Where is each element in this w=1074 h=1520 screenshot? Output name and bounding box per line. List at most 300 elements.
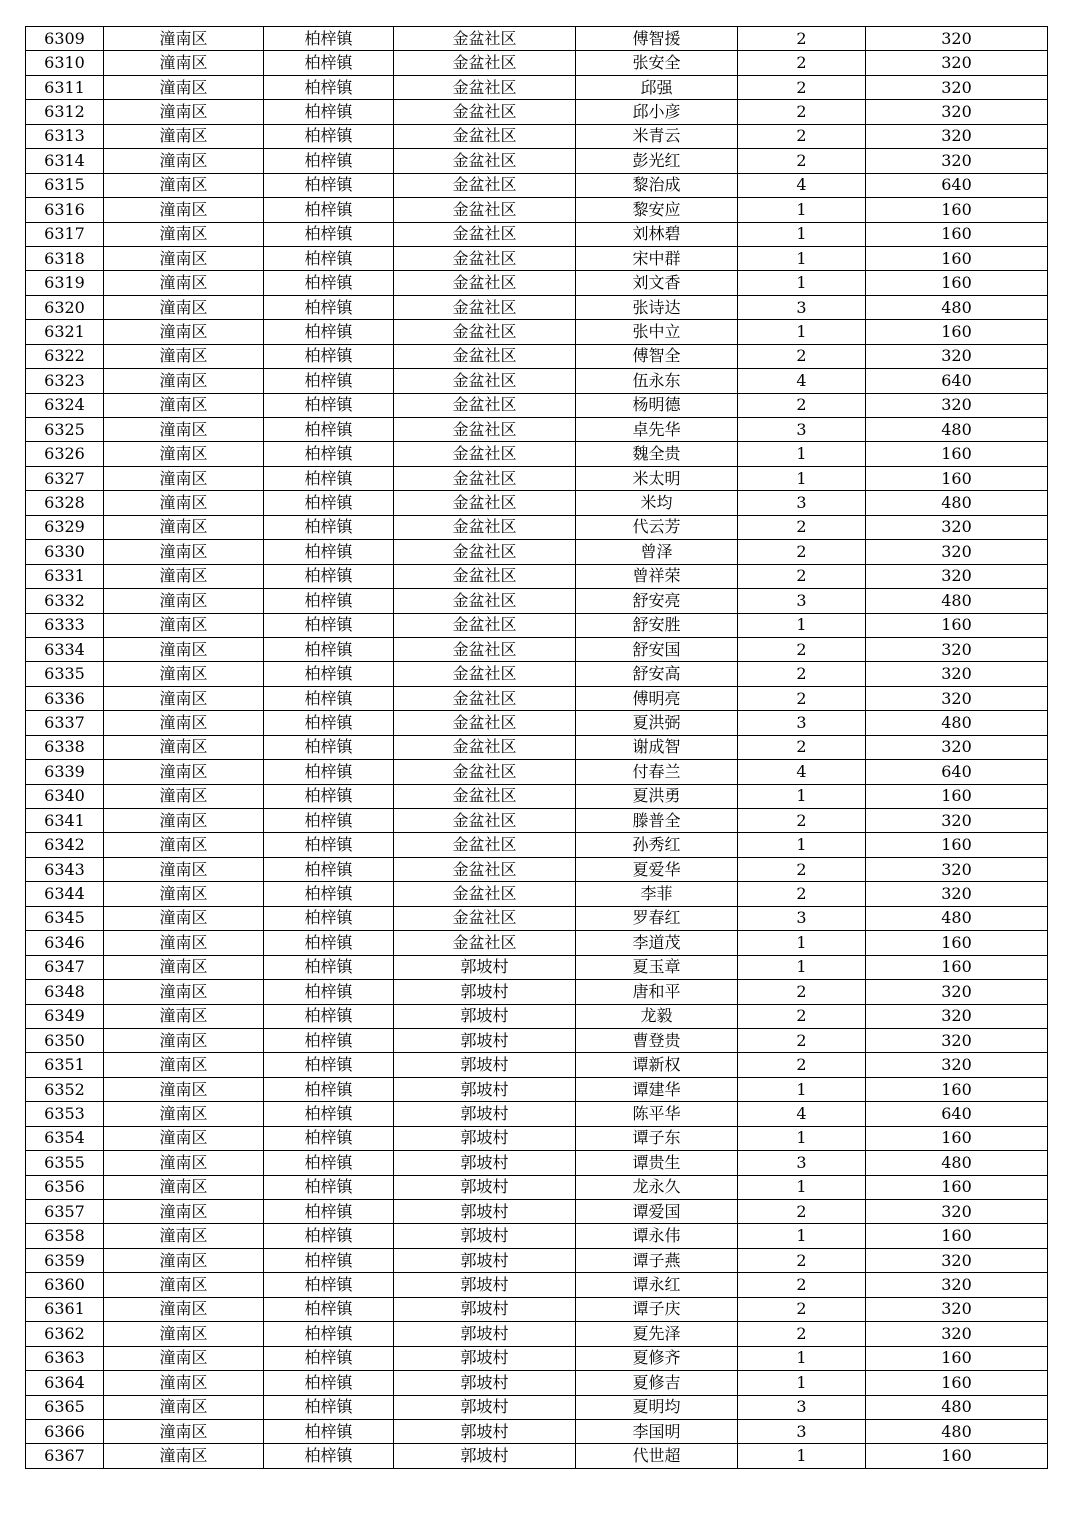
amount-cell: 160 xyxy=(866,1346,1048,1370)
amount-cell: 320 xyxy=(866,540,1048,564)
town-cell: 柏梓镇 xyxy=(264,515,394,539)
community-cell: 郭坡村 xyxy=(394,1444,576,1468)
amount-cell: 160 xyxy=(866,784,1048,808)
table-row xyxy=(26,246,1048,270)
community-cell: 金盆社区 xyxy=(394,149,576,173)
table-row xyxy=(26,760,1048,784)
name-cell: 代云芳 xyxy=(576,515,738,539)
table-row xyxy=(26,149,1048,173)
district-cell: 潼南区 xyxy=(104,857,264,881)
name-cell: 代世超 xyxy=(576,1444,738,1468)
name-cell: 夏爱华 xyxy=(576,857,738,881)
town-cell: 柏梓镇 xyxy=(264,833,394,857)
row-number-cell: 6367 xyxy=(26,1444,104,1468)
district-cell: 潼南区 xyxy=(104,662,264,686)
table-row xyxy=(26,784,1048,808)
people-count-cell: 2 xyxy=(738,637,866,661)
district-cell: 潼南区 xyxy=(104,637,264,661)
amount-cell: 320 xyxy=(866,686,1048,710)
town-cell: 柏梓镇 xyxy=(264,637,394,661)
amount-cell: 480 xyxy=(866,589,1048,613)
amount-cell: 320 xyxy=(866,637,1048,661)
people-count-cell: 3 xyxy=(738,1151,866,1175)
amount-cell: 320 xyxy=(866,564,1048,588)
district-cell: 潼南区 xyxy=(104,711,264,735)
name-cell: 黎安应 xyxy=(576,198,738,222)
people-count-cell: 4 xyxy=(738,173,866,197)
people-count-cell: 2 xyxy=(738,100,866,124)
table-row xyxy=(26,857,1048,881)
name-cell: 舒安高 xyxy=(576,662,738,686)
community-cell: 金盆社区 xyxy=(394,760,576,784)
amount-cell: 160 xyxy=(866,1175,1048,1199)
community-cell: 金盆社区 xyxy=(394,662,576,686)
town-cell: 柏梓镇 xyxy=(264,1322,394,1346)
people-count-cell: 2 xyxy=(738,882,866,906)
table-row xyxy=(26,27,1048,51)
name-cell: 谭子燕 xyxy=(576,1248,738,1272)
district-cell: 潼南区 xyxy=(104,369,264,393)
community-cell: 金盆社区 xyxy=(394,857,576,881)
people-count-cell: 1 xyxy=(738,955,866,979)
name-cell: 夏修齐 xyxy=(576,1346,738,1370)
row-number-cell: 6339 xyxy=(26,760,104,784)
amount-cell: 480 xyxy=(866,1419,1048,1443)
amount-cell: 320 xyxy=(866,882,1048,906)
town-cell: 柏梓镇 xyxy=(264,369,394,393)
amount-cell: 480 xyxy=(866,295,1048,319)
name-cell: 谭子东 xyxy=(576,1126,738,1150)
town-cell: 柏梓镇 xyxy=(264,1126,394,1150)
row-number-cell: 6317 xyxy=(26,222,104,246)
name-cell: 夏洪弼 xyxy=(576,711,738,735)
community-cell: 金盆社区 xyxy=(394,784,576,808)
row-number-cell: 6346 xyxy=(26,931,104,955)
table-row xyxy=(26,589,1048,613)
table-row xyxy=(26,198,1048,222)
town-cell: 柏梓镇 xyxy=(264,1175,394,1199)
table-row xyxy=(26,1322,1048,1346)
community-cell: 金盆社区 xyxy=(394,27,576,51)
amount-cell: 640 xyxy=(866,173,1048,197)
name-cell: 谭爱国 xyxy=(576,1200,738,1224)
people-count-cell: 1 xyxy=(738,246,866,270)
town-cell: 柏梓镇 xyxy=(264,1248,394,1272)
name-cell: 卓先华 xyxy=(576,418,738,442)
table-row xyxy=(26,1273,1048,1297)
row-number-cell: 6336 xyxy=(26,686,104,710)
table-row xyxy=(26,1297,1048,1321)
row-number-cell: 6309 xyxy=(26,27,104,51)
people-count-cell: 3 xyxy=(738,711,866,735)
district-cell: 潼南区 xyxy=(104,1200,264,1224)
town-cell: 柏梓镇 xyxy=(264,295,394,319)
name-cell: 谭建华 xyxy=(576,1077,738,1101)
community-cell: 金盆社区 xyxy=(394,686,576,710)
district-cell: 潼南区 xyxy=(104,271,264,295)
row-number-cell: 6361 xyxy=(26,1297,104,1321)
amount-cell: 160 xyxy=(866,833,1048,857)
name-cell: 邱小彦 xyxy=(576,100,738,124)
amount-cell: 160 xyxy=(866,246,1048,270)
district-cell: 潼南区 xyxy=(104,833,264,857)
name-cell: 龙毅 xyxy=(576,1004,738,1028)
town-cell: 柏梓镇 xyxy=(264,27,394,51)
community-cell: 金盆社区 xyxy=(394,491,576,515)
people-count-cell: 1 xyxy=(738,198,866,222)
row-number-cell: 6355 xyxy=(26,1151,104,1175)
row-number-cell: 6316 xyxy=(26,198,104,222)
row-number-cell: 6353 xyxy=(26,1102,104,1126)
town-cell: 柏梓镇 xyxy=(264,344,394,368)
people-count-cell: 1 xyxy=(738,1126,866,1150)
community-cell: 郭坡村 xyxy=(394,1371,576,1395)
name-cell: 谭新权 xyxy=(576,1053,738,1077)
name-cell: 舒安胜 xyxy=(576,613,738,637)
table-row xyxy=(26,442,1048,466)
amount-cell: 640 xyxy=(866,760,1048,784)
district-cell: 潼南区 xyxy=(104,1322,264,1346)
amount-cell: 160 xyxy=(866,442,1048,466)
table-row xyxy=(26,491,1048,515)
town-cell: 柏梓镇 xyxy=(264,540,394,564)
district-cell: 潼南区 xyxy=(104,613,264,637)
community-cell: 郭坡村 xyxy=(394,1224,576,1248)
amount-cell: 320 xyxy=(866,1200,1048,1224)
amount-cell: 320 xyxy=(866,344,1048,368)
people-count-cell: 3 xyxy=(738,418,866,442)
table-row xyxy=(26,222,1048,246)
district-cell: 潼南区 xyxy=(104,686,264,710)
people-count-cell: 2 xyxy=(738,540,866,564)
district-cell: 潼南区 xyxy=(104,1297,264,1321)
people-count-cell: 1 xyxy=(738,1346,866,1370)
row-number-cell: 6345 xyxy=(26,906,104,930)
town-cell: 柏梓镇 xyxy=(264,589,394,613)
row-number-cell: 6338 xyxy=(26,735,104,759)
town-cell: 柏梓镇 xyxy=(264,393,394,417)
community-cell: 金盆社区 xyxy=(394,466,576,490)
row-number-cell: 6359 xyxy=(26,1248,104,1272)
community-cell: 金盆社区 xyxy=(394,564,576,588)
people-count-cell: 1 xyxy=(738,222,866,246)
table-row xyxy=(26,540,1048,564)
district-cell: 潼南区 xyxy=(104,1224,264,1248)
district-cell: 潼南区 xyxy=(104,1346,264,1370)
town-cell: 柏梓镇 xyxy=(264,271,394,295)
community-cell: 金盆社区 xyxy=(394,833,576,857)
town-cell: 柏梓镇 xyxy=(264,1297,394,1321)
row-number-cell: 6364 xyxy=(26,1371,104,1395)
district-cell: 潼南区 xyxy=(104,1175,264,1199)
district-cell: 潼南区 xyxy=(104,1028,264,1052)
district-cell: 潼南区 xyxy=(104,906,264,930)
community-cell: 金盆社区 xyxy=(394,173,576,197)
district-cell: 潼南区 xyxy=(104,173,264,197)
name-cell: 傅智全 xyxy=(576,344,738,368)
district-cell: 潼南区 xyxy=(104,955,264,979)
district-cell: 潼南区 xyxy=(104,1273,264,1297)
district-cell: 潼南区 xyxy=(104,75,264,99)
amount-cell: 320 xyxy=(866,27,1048,51)
town-cell: 柏梓镇 xyxy=(264,1200,394,1224)
people-count-cell: 2 xyxy=(738,1297,866,1321)
people-count-cell: 2 xyxy=(738,1273,866,1297)
community-cell: 郭坡村 xyxy=(394,1322,576,1346)
people-count-cell: 2 xyxy=(738,75,866,99)
name-cell: 邱强 xyxy=(576,75,738,99)
row-number-cell: 6358 xyxy=(26,1224,104,1248)
amount-cell: 160 xyxy=(866,1224,1048,1248)
amount-cell: 640 xyxy=(866,1102,1048,1126)
people-count-cell: 3 xyxy=(738,906,866,930)
name-cell: 刘文香 xyxy=(576,271,738,295)
district-cell: 潼南区 xyxy=(104,222,264,246)
amount-cell: 640 xyxy=(866,369,1048,393)
table-row xyxy=(26,369,1048,393)
amount-cell: 160 xyxy=(866,1077,1048,1101)
people-count-cell: 2 xyxy=(738,344,866,368)
row-number-cell: 6342 xyxy=(26,833,104,857)
name-cell: 舒安国 xyxy=(576,637,738,661)
row-number-cell: 6362 xyxy=(26,1322,104,1346)
amount-cell: 480 xyxy=(866,491,1048,515)
row-number-cell: 6332 xyxy=(26,589,104,613)
community-cell: 金盆社区 xyxy=(394,222,576,246)
name-cell: 米太明 xyxy=(576,466,738,490)
name-cell: 夏修吉 xyxy=(576,1371,738,1395)
community-cell: 金盆社区 xyxy=(394,75,576,99)
table-row xyxy=(26,173,1048,197)
row-number-cell: 6347 xyxy=(26,955,104,979)
table-row xyxy=(26,1175,1048,1199)
amount-cell: 160 xyxy=(866,931,1048,955)
name-cell: 谭子庆 xyxy=(576,1297,738,1321)
row-number-cell: 6324 xyxy=(26,393,104,417)
town-cell: 柏梓镇 xyxy=(264,1077,394,1101)
table-row xyxy=(26,1102,1048,1126)
amount-cell: 480 xyxy=(866,1151,1048,1175)
community-cell: 金盆社区 xyxy=(394,295,576,319)
town-cell: 柏梓镇 xyxy=(264,466,394,490)
subsidy-table xyxy=(25,26,1048,1469)
people-count-cell: 1 xyxy=(738,1444,866,1468)
district-cell: 潼南区 xyxy=(104,589,264,613)
people-count-cell: 2 xyxy=(738,393,866,417)
district-cell: 潼南区 xyxy=(104,980,264,1004)
town-cell: 柏梓镇 xyxy=(264,1028,394,1052)
people-count-cell: 1 xyxy=(738,320,866,344)
amount-cell: 320 xyxy=(866,980,1048,1004)
community-cell: 郭坡村 xyxy=(394,1126,576,1150)
town-cell: 柏梓镇 xyxy=(264,1004,394,1028)
row-number-cell: 6330 xyxy=(26,540,104,564)
district-cell: 潼南区 xyxy=(104,320,264,344)
row-number-cell: 6310 xyxy=(26,51,104,75)
amount-cell: 320 xyxy=(866,393,1048,417)
table-row xyxy=(26,466,1048,490)
name-cell: 夏玉章 xyxy=(576,955,738,979)
town-cell: 柏梓镇 xyxy=(264,442,394,466)
name-cell: 张安全 xyxy=(576,51,738,75)
town-cell: 柏梓镇 xyxy=(264,809,394,833)
people-count-cell: 1 xyxy=(738,784,866,808)
people-count-cell: 2 xyxy=(738,149,866,173)
town-cell: 柏梓镇 xyxy=(264,1053,394,1077)
table-row xyxy=(26,1444,1048,1468)
town-cell: 柏梓镇 xyxy=(264,906,394,930)
people-count-cell: 2 xyxy=(738,1028,866,1052)
people-count-cell: 1 xyxy=(738,931,866,955)
amount-cell: 320 xyxy=(866,857,1048,881)
name-cell: 谭永伟 xyxy=(576,1224,738,1248)
district-cell: 潼南区 xyxy=(104,100,264,124)
district-cell: 潼南区 xyxy=(104,540,264,564)
amount-cell: 160 xyxy=(866,271,1048,295)
people-count-cell: 2 xyxy=(738,51,866,75)
community-cell: 郭坡村 xyxy=(394,1077,576,1101)
district-cell: 潼南区 xyxy=(104,418,264,442)
amount-cell: 160 xyxy=(866,466,1048,490)
row-number-cell: 6325 xyxy=(26,418,104,442)
people-count-cell: 3 xyxy=(738,1419,866,1443)
town-cell: 柏梓镇 xyxy=(264,1371,394,1395)
name-cell: 杨明德 xyxy=(576,393,738,417)
people-count-cell: 2 xyxy=(738,980,866,1004)
community-cell: 郭坡村 xyxy=(394,1200,576,1224)
people-count-cell: 2 xyxy=(738,857,866,881)
district-cell: 潼南区 xyxy=(104,735,264,759)
people-count-cell: 1 xyxy=(738,613,866,637)
district-cell: 潼南区 xyxy=(104,27,264,51)
table-row xyxy=(26,1224,1048,1248)
people-count-cell: 1 xyxy=(738,271,866,295)
name-cell: 滕普全 xyxy=(576,809,738,833)
name-cell: 陈平华 xyxy=(576,1102,738,1126)
row-number-cell: 6341 xyxy=(26,809,104,833)
people-count-cell: 2 xyxy=(738,1322,866,1346)
row-number-cell: 6354 xyxy=(26,1126,104,1150)
town-cell: 柏梓镇 xyxy=(264,1102,394,1126)
table-body xyxy=(26,27,1048,1469)
community-cell: 金盆社区 xyxy=(394,198,576,222)
community-cell: 金盆社区 xyxy=(394,711,576,735)
community-cell: 金盆社区 xyxy=(394,393,576,417)
people-count-cell: 1 xyxy=(738,1224,866,1248)
district-cell: 潼南区 xyxy=(104,515,264,539)
people-count-cell: 3 xyxy=(738,491,866,515)
name-cell: 黎治成 xyxy=(576,173,738,197)
community-cell: 郭坡村 xyxy=(394,1102,576,1126)
town-cell: 柏梓镇 xyxy=(264,51,394,75)
town-cell: 柏梓镇 xyxy=(264,1419,394,1443)
town-cell: 柏梓镇 xyxy=(264,686,394,710)
community-cell: 金盆社区 xyxy=(394,540,576,564)
name-cell: 李菲 xyxy=(576,882,738,906)
amount-cell: 160 xyxy=(866,613,1048,637)
table-row xyxy=(26,393,1048,417)
people-count-cell: 2 xyxy=(738,1053,866,1077)
amount-cell: 160 xyxy=(866,320,1048,344)
town-cell: 柏梓镇 xyxy=(264,1346,394,1370)
table-row xyxy=(26,1200,1048,1224)
town-cell: 柏梓镇 xyxy=(264,735,394,759)
amount-cell: 320 xyxy=(866,149,1048,173)
community-cell: 金盆社区 xyxy=(394,735,576,759)
community-cell: 金盆社区 xyxy=(394,882,576,906)
amount-cell: 160 xyxy=(866,1126,1048,1150)
district-cell: 潼南区 xyxy=(104,393,264,417)
row-number-cell: 6344 xyxy=(26,882,104,906)
people-count-cell: 2 xyxy=(738,662,866,686)
amount-cell: 320 xyxy=(866,100,1048,124)
row-number-cell: 6320 xyxy=(26,295,104,319)
table-row xyxy=(26,955,1048,979)
community-cell: 郭坡村 xyxy=(394,1028,576,1052)
name-cell: 伍永东 xyxy=(576,369,738,393)
table-row xyxy=(26,1248,1048,1272)
amount-cell: 480 xyxy=(866,418,1048,442)
name-cell: 龙永久 xyxy=(576,1175,738,1199)
row-number-cell: 6314 xyxy=(26,149,104,173)
town-cell: 柏梓镇 xyxy=(264,198,394,222)
row-number-cell: 6329 xyxy=(26,515,104,539)
people-count-cell: 2 xyxy=(738,1004,866,1028)
name-cell: 谢成智 xyxy=(576,735,738,759)
community-cell: 金盆社区 xyxy=(394,369,576,393)
town-cell: 柏梓镇 xyxy=(264,931,394,955)
district-cell: 潼南区 xyxy=(104,1126,264,1150)
name-cell: 谭永红 xyxy=(576,1273,738,1297)
row-number-cell: 6326 xyxy=(26,442,104,466)
district-cell: 潼南区 xyxy=(104,1102,264,1126)
town-cell: 柏梓镇 xyxy=(264,491,394,515)
row-number-cell: 6348 xyxy=(26,980,104,1004)
district-cell: 潼南区 xyxy=(104,1077,264,1101)
town-cell: 柏梓镇 xyxy=(264,980,394,1004)
table-row xyxy=(26,882,1048,906)
community-cell: 金盆社区 xyxy=(394,442,576,466)
town-cell: 柏梓镇 xyxy=(264,1151,394,1175)
table-row xyxy=(26,1346,1048,1370)
table-row xyxy=(26,1419,1048,1443)
community-cell: 郭坡村 xyxy=(394,1175,576,1199)
community-cell: 金盆社区 xyxy=(394,906,576,930)
community-cell: 郭坡村 xyxy=(394,1248,576,1272)
table-row xyxy=(26,686,1048,710)
amount-cell: 320 xyxy=(866,1322,1048,1346)
town-cell: 柏梓镇 xyxy=(264,564,394,588)
people-count-cell: 2 xyxy=(738,735,866,759)
district-cell: 潼南区 xyxy=(104,246,264,270)
district-cell: 潼南区 xyxy=(104,1151,264,1175)
row-number-cell: 6356 xyxy=(26,1175,104,1199)
amount-cell: 160 xyxy=(866,1444,1048,1468)
row-number-cell: 6333 xyxy=(26,613,104,637)
town-cell: 柏梓镇 xyxy=(264,100,394,124)
row-number-cell: 6350 xyxy=(26,1028,104,1052)
name-cell: 傅智援 xyxy=(576,27,738,51)
town-cell: 柏梓镇 xyxy=(264,1444,394,1468)
district-cell: 潼南区 xyxy=(104,1371,264,1395)
district-cell: 潼南区 xyxy=(104,1053,264,1077)
district-cell: 潼南区 xyxy=(104,344,264,368)
people-count-cell: 2 xyxy=(738,564,866,588)
amount-cell: 320 xyxy=(866,735,1048,759)
name-cell: 傅明亮 xyxy=(576,686,738,710)
table-row xyxy=(26,735,1048,759)
community-cell: 郭坡村 xyxy=(394,1395,576,1419)
